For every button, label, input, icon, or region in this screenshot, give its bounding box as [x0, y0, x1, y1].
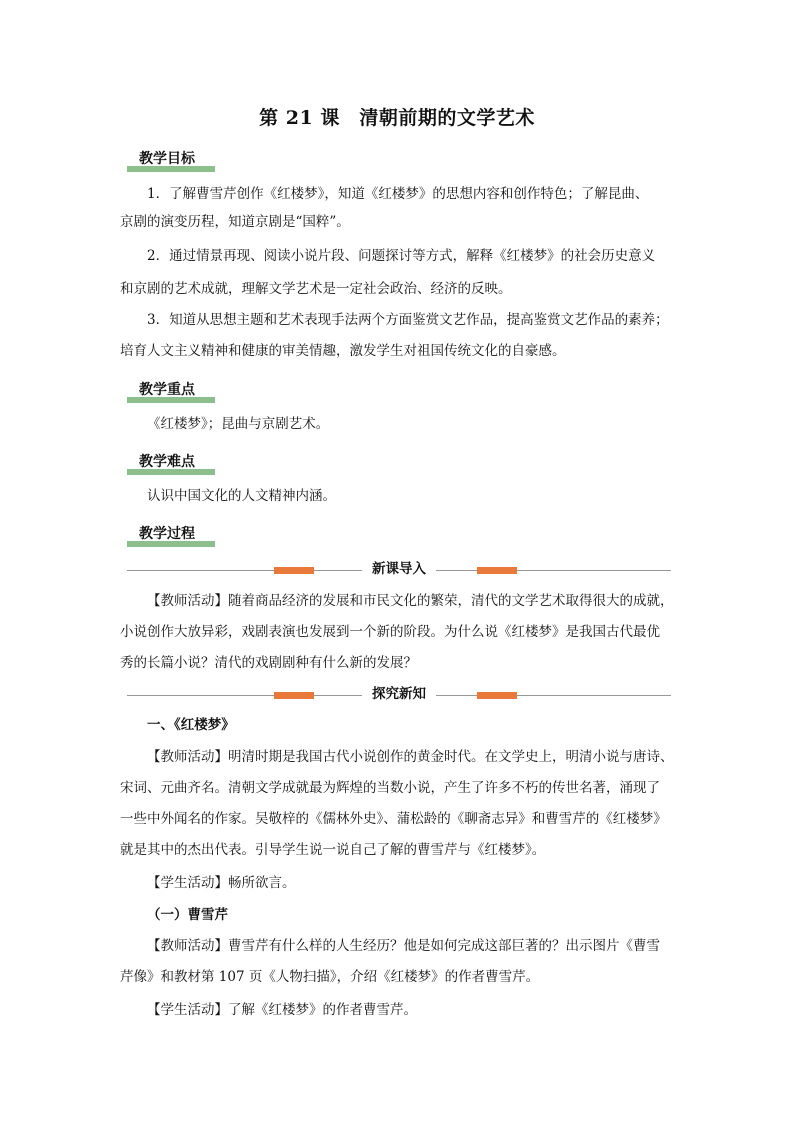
part1-line: 就是其中的杰出代表。引导学生说一说自己了解的曹雪芹与《红楼梦》。 — [120, 842, 546, 858]
student-activity: 【学生活动】了解《红楼梦》的作者曹雪芹。 — [147, 1002, 417, 1018]
goals-line: 培育人文主义精神和健康的审美情趣，激发学生对祖国传统文化的自豪感。 — [120, 343, 566, 359]
goals-line: 和京剧的艺术成就，理解文学艺术是一定社会政治、经济的反映。 — [120, 281, 512, 297]
page-title: 第 21 课 清朝前期的文学艺术 — [259, 107, 535, 129]
part1-line: 一些中外闻名的作家。吴敬梓的《儒林外史》、蒲松龄的《聊斋志异》和曹雪芹的《红楼梦》 — [120, 811, 667, 827]
section-label: 教学目标 — [139, 151, 195, 167]
goals-line: 1．了解曹雪芹创作《红楼梦》，知道《红楼梦》的思想内容和创作特色；了解昆曲、 — [147, 186, 649, 202]
section-heading-key-points — [127, 381, 215, 407]
intro-line: 【教师活动】随着商品经济的发展和市民文化的繁荣，清代的文学艺术取得很大的成就， — [147, 593, 674, 609]
student-activity: 【学生活动】畅所欲言。 — [147, 875, 296, 891]
sub1-line: 芹像》和教材第 107 页《人物扫描》，介绍《红楼梦》的作者曹雪芹。 — [120, 969, 540, 985]
section-label: 教学过程 — [139, 526, 195, 542]
difficulties-text: 认识中国文化的人文精神内涵。 — [147, 488, 336, 504]
sub1-line: 【教师活动】曹雪芹有什么样的人生经历？他是如何完成这部巨著的？出示图片《曹雪 — [147, 938, 660, 954]
section-label: 教学难点 — [139, 454, 195, 470]
section-heading-process — [127, 525, 215, 551]
divider-intro — [127, 559, 671, 579]
section-label: 教学重点 — [139, 382, 195, 398]
goals-line: 2．通过情景再现、阅读小说片段、问题探讨等方式，解释《红楼梦》的社会历史意义 — [147, 248, 656, 264]
intro-line: 小说创作大放异彩，戏剧表演也发展到一个新的阶段。为什么说《红楼梦》是我国古代最优 — [120, 624, 660, 640]
divider-explore — [127, 684, 671, 704]
goals-line: 京剧的演变历程，知道京剧是“国粹”。 — [120, 214, 350, 230]
part1-line: 【教师活动】明清时期是我国古代小说创作的黄金时代。在文学史上，明清小说与唐诗、 — [147, 749, 674, 765]
subheading-cao-xueqin: （一）曹雪芹 — [147, 907, 228, 923]
divider-label: 探究新知 — [362, 686, 436, 702]
goals-line: 3．知道从思想主题和艺术表现手法两个方面鉴赏文艺作品，提高鉴赏文艺作品的素养； — [147, 312, 669, 328]
intro-line: 秀的长篇小说？清代的戏剧剧种有什么新的发展？ — [120, 655, 417, 671]
part1-line: 宋词、元曲齐名。清朝文学成就最为辉煌的当数小说，产生了许多不朽的传世名著，涌现了 — [120, 780, 660, 796]
key-points-text: 《红楼梦》；昆曲与京剧艺术。 — [147, 416, 330, 432]
part1-heading: 一、《红楼梦》 — [147, 717, 235, 733]
section-heading-difficulties — [127, 453, 215, 479]
divider-label: 新课导入 — [362, 561, 436, 577]
section-heading-goals — [127, 150, 215, 176]
